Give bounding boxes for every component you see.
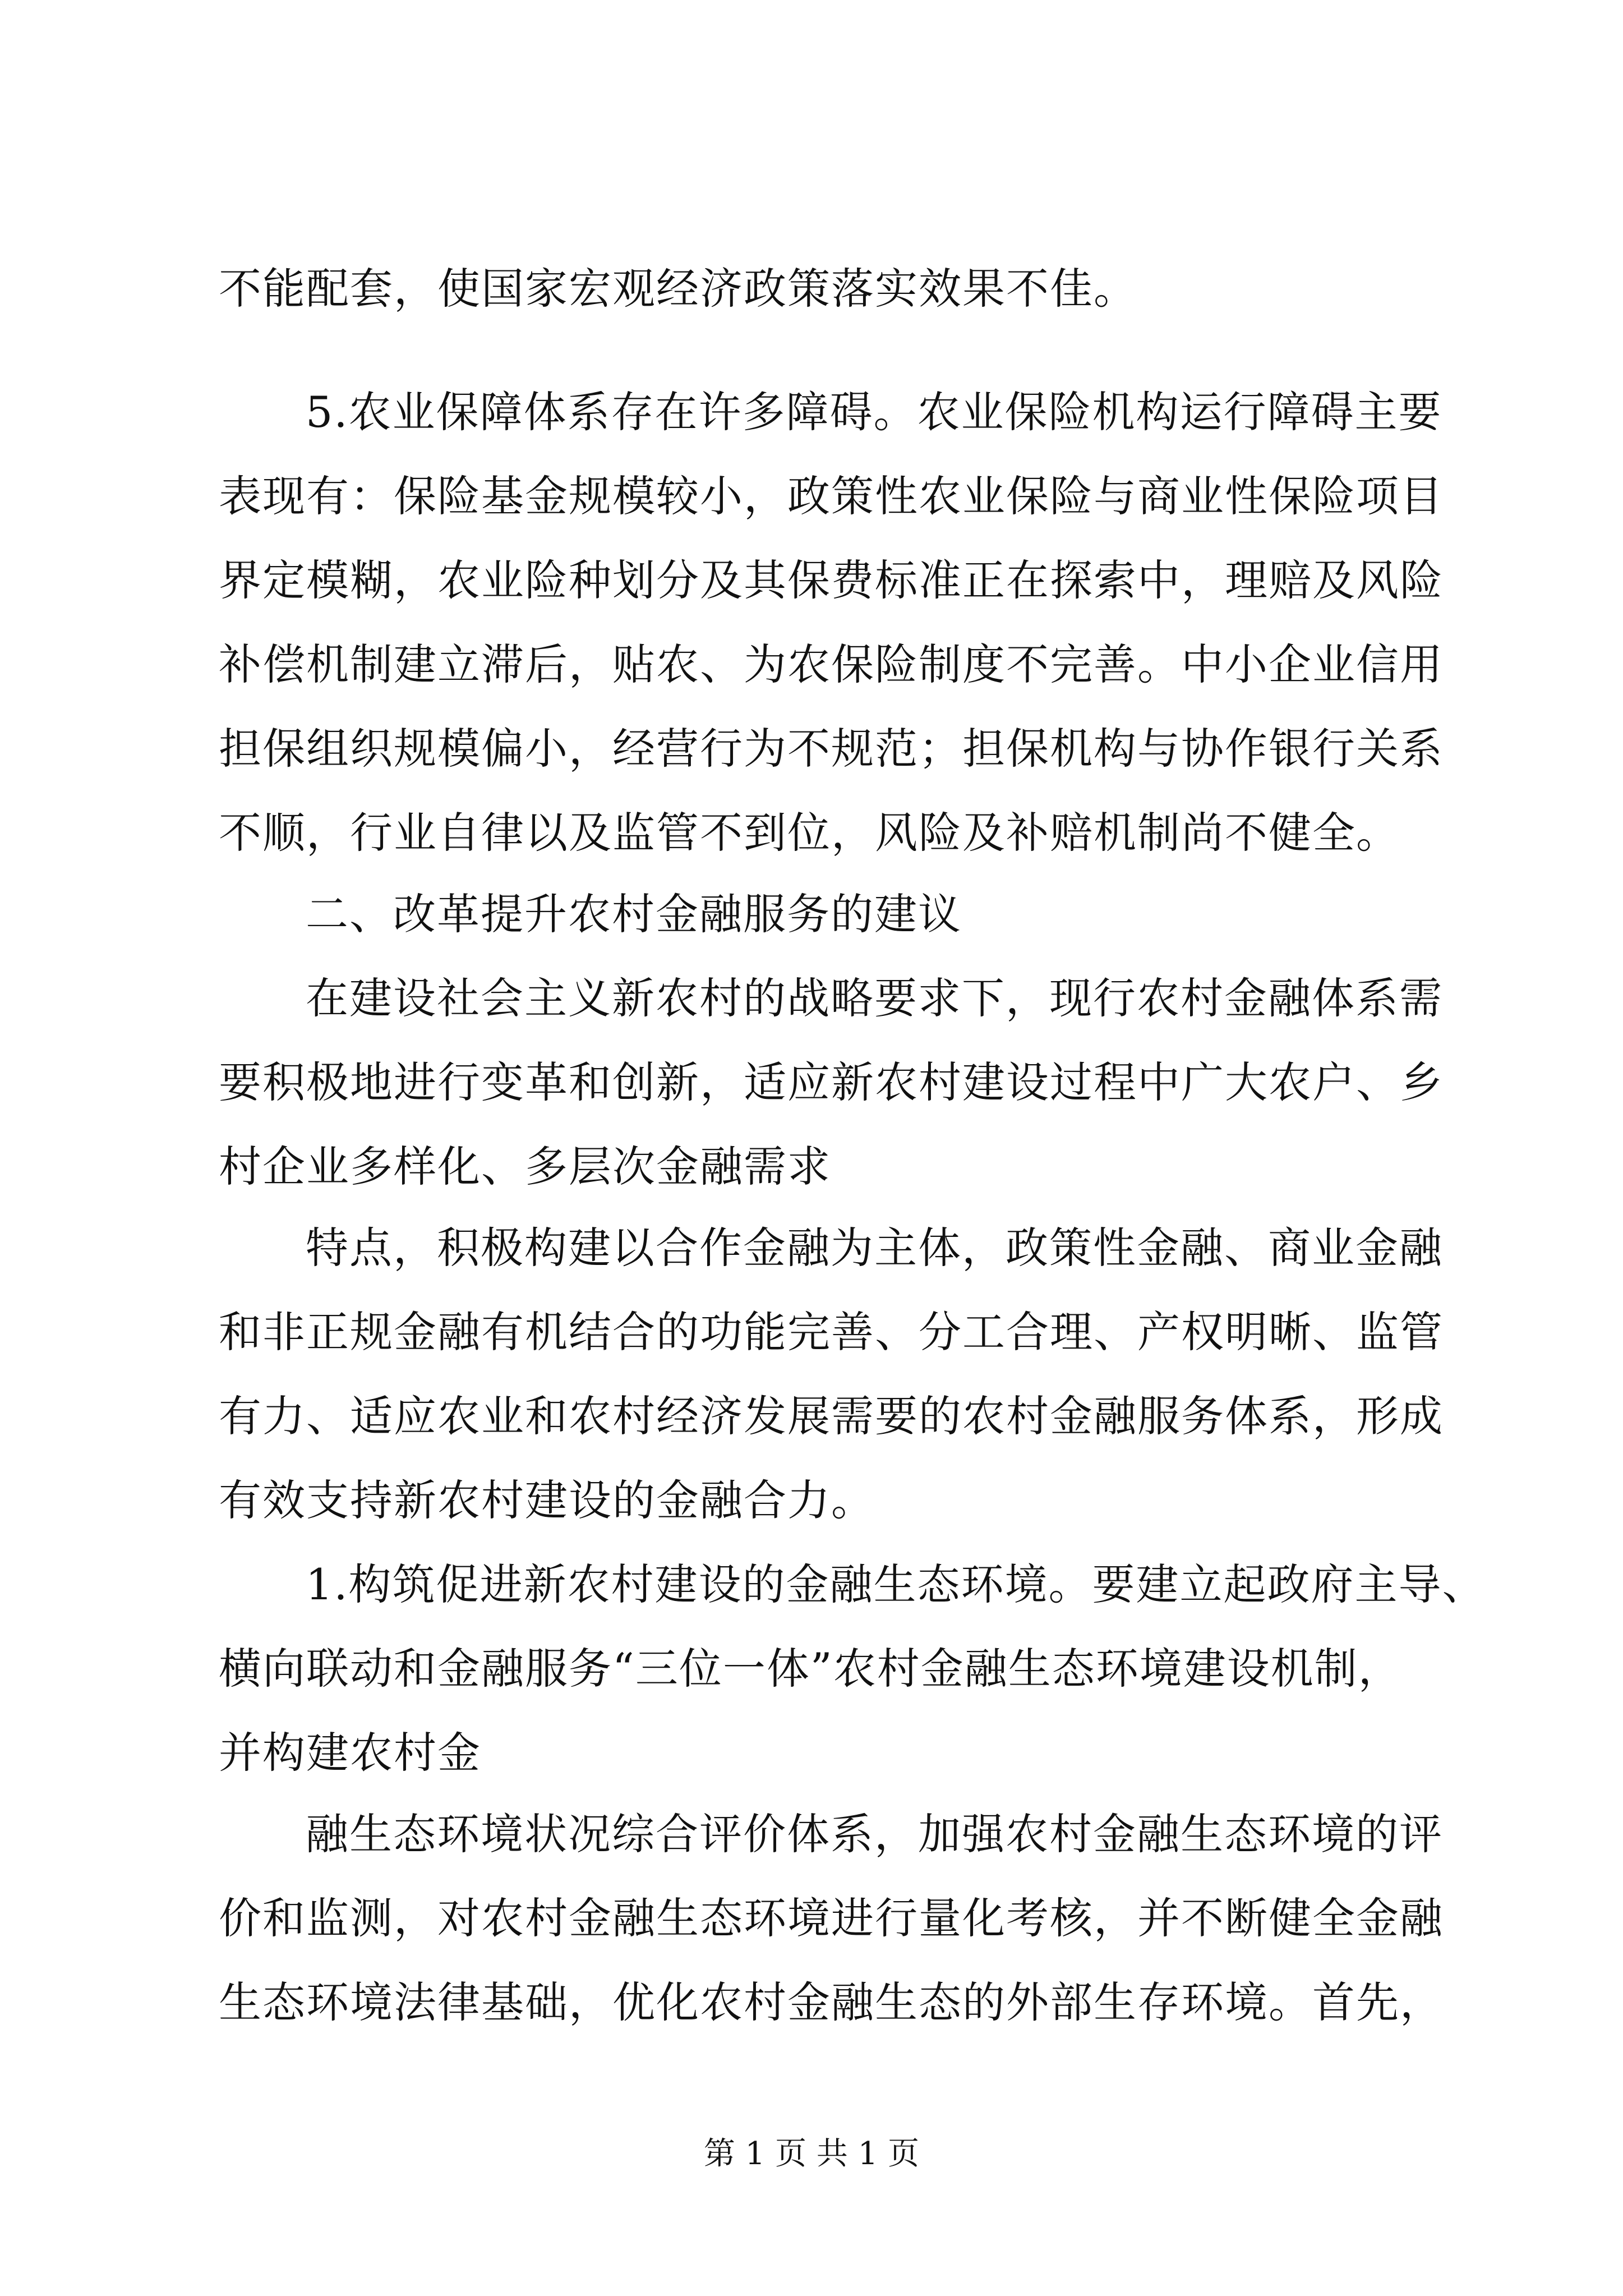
text-line-15: 有效支持新农村建设的金融合力。 [219, 1475, 875, 1525]
section-heading: 二、改革提升农村金融服务的建议 [306, 889, 962, 939]
page-footer: 第 1 页 共 1 页 [703, 2136, 920, 2172]
text-line-3: 表现有：保险基金规模较小，政策性农业保险与商业性保险项目 [219, 471, 1444, 521]
text-line-6: 担保组织规模偏小，经营行为不规范；担保机构与协作银行关系 [219, 724, 1444, 774]
text-line-19: 融生态环境状况综合评价体系，加强农村金融生态环境的评 [306, 1809, 1443, 1859]
text-line-14: 有力、适应农业和农村经济发展需要的农村金融服务体系，形成 [219, 1391, 1444, 1441]
text-line-18: 并构建农村金 [219, 1728, 481, 1778]
text-line-16: 1.构筑促进新农村建设的金融生态环境。要建立起政府主导、 [306, 1559, 1486, 1609]
text-line-10: 要积极地进行变革和创新，适应新农村建设过程中广大农户、乡 [219, 1057, 1444, 1107]
text-line-20: 价和监测，对农村金融生态环境进行量化考核，并不断健全金融 [219, 1893, 1444, 1943]
text-line-7: 不顺，行业自律以及监管不到位，风险及补赔机制尚不健全。 [219, 808, 1400, 858]
text-line-11: 村企业多样化、多层次金融需求 [219, 1142, 831, 1191]
text-line-21: 生态环境法律基础，优化农村金融生态的外部生存环境。首先， [219, 1977, 1444, 2027]
text-line-2: 5.农业保障体系存在许多障碍。农业保险机构运行障碍主要 [306, 387, 1442, 437]
text-line-17: 横向联动和金融服务“三位一体”农村金融生态环境建设机制， [219, 1644, 1402, 1694]
text-line-1: 不能配套，使国家宏观经济政策落实效果不佳。 [219, 264, 1137, 314]
text-line-5: 补偿机制建立滞后，贴农、为农保险制度不完善。中小企业信用 [219, 639, 1444, 689]
text-line-12: 特点，积极构建以合作金融为主体，政策性金融、商业金融 [306, 1223, 1443, 1273]
text-line-9: 在建设社会主义新农村的战略要求下，现行农村金融体系需 [306, 973, 1443, 1023]
text-line-4: 界定模糊，农业险种划分及其保费标准正在探索中，理赔及风险 [219, 555, 1444, 605]
text-line-13: 和非正规金融有机结合的功能完善、分工合理、产权明晰、监管 [219, 1307, 1444, 1357]
